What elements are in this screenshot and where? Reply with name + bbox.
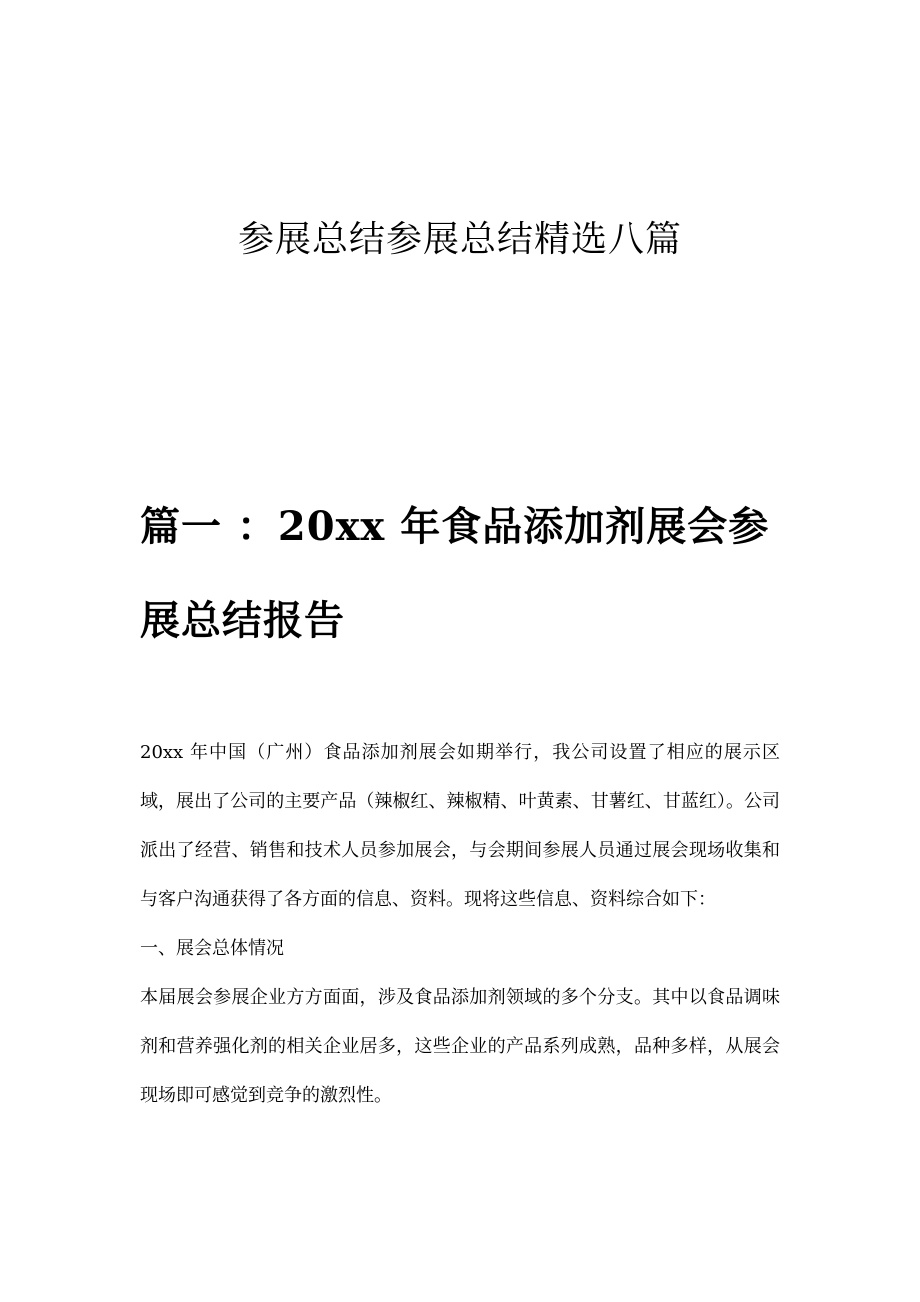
document-title: 参展总结参展总结精选八篇: [237, 219, 682, 260]
paragraph-intro: 20xx 年中国（广州）食品添加剂展会如期举行，我公司设置了相应的展示区域，展出了公司的主要产品（辣椒红、辣椒精、叶黄素、甘薯红、甘蓝红）。公司派出了经营、销售和技术人员参加展会，与会期间参展人员通过展会现场收集和与客户沟通获得了各方面的信息、资料。现将这些信息、资料综合如下：: [140, 742, 780, 910]
paragraph-overview: 本届展会参展企业方方面面，涉及食品添加剂领域的多个分支。其中以食品调味剂和营养强化剂的相关企业居多，这些企业的产品系列成熟，品种多样，从展会现场即可感觉到竞争的激烈性。: [140, 987, 780, 1106]
section-heading: 篇一 ：20xx 年食品添加剂展会参展总结报告: [140, 503, 770, 644]
subheading-overview: 一、展会总体情况: [140, 938, 284, 959]
document-body: [140, 728, 780, 1120]
